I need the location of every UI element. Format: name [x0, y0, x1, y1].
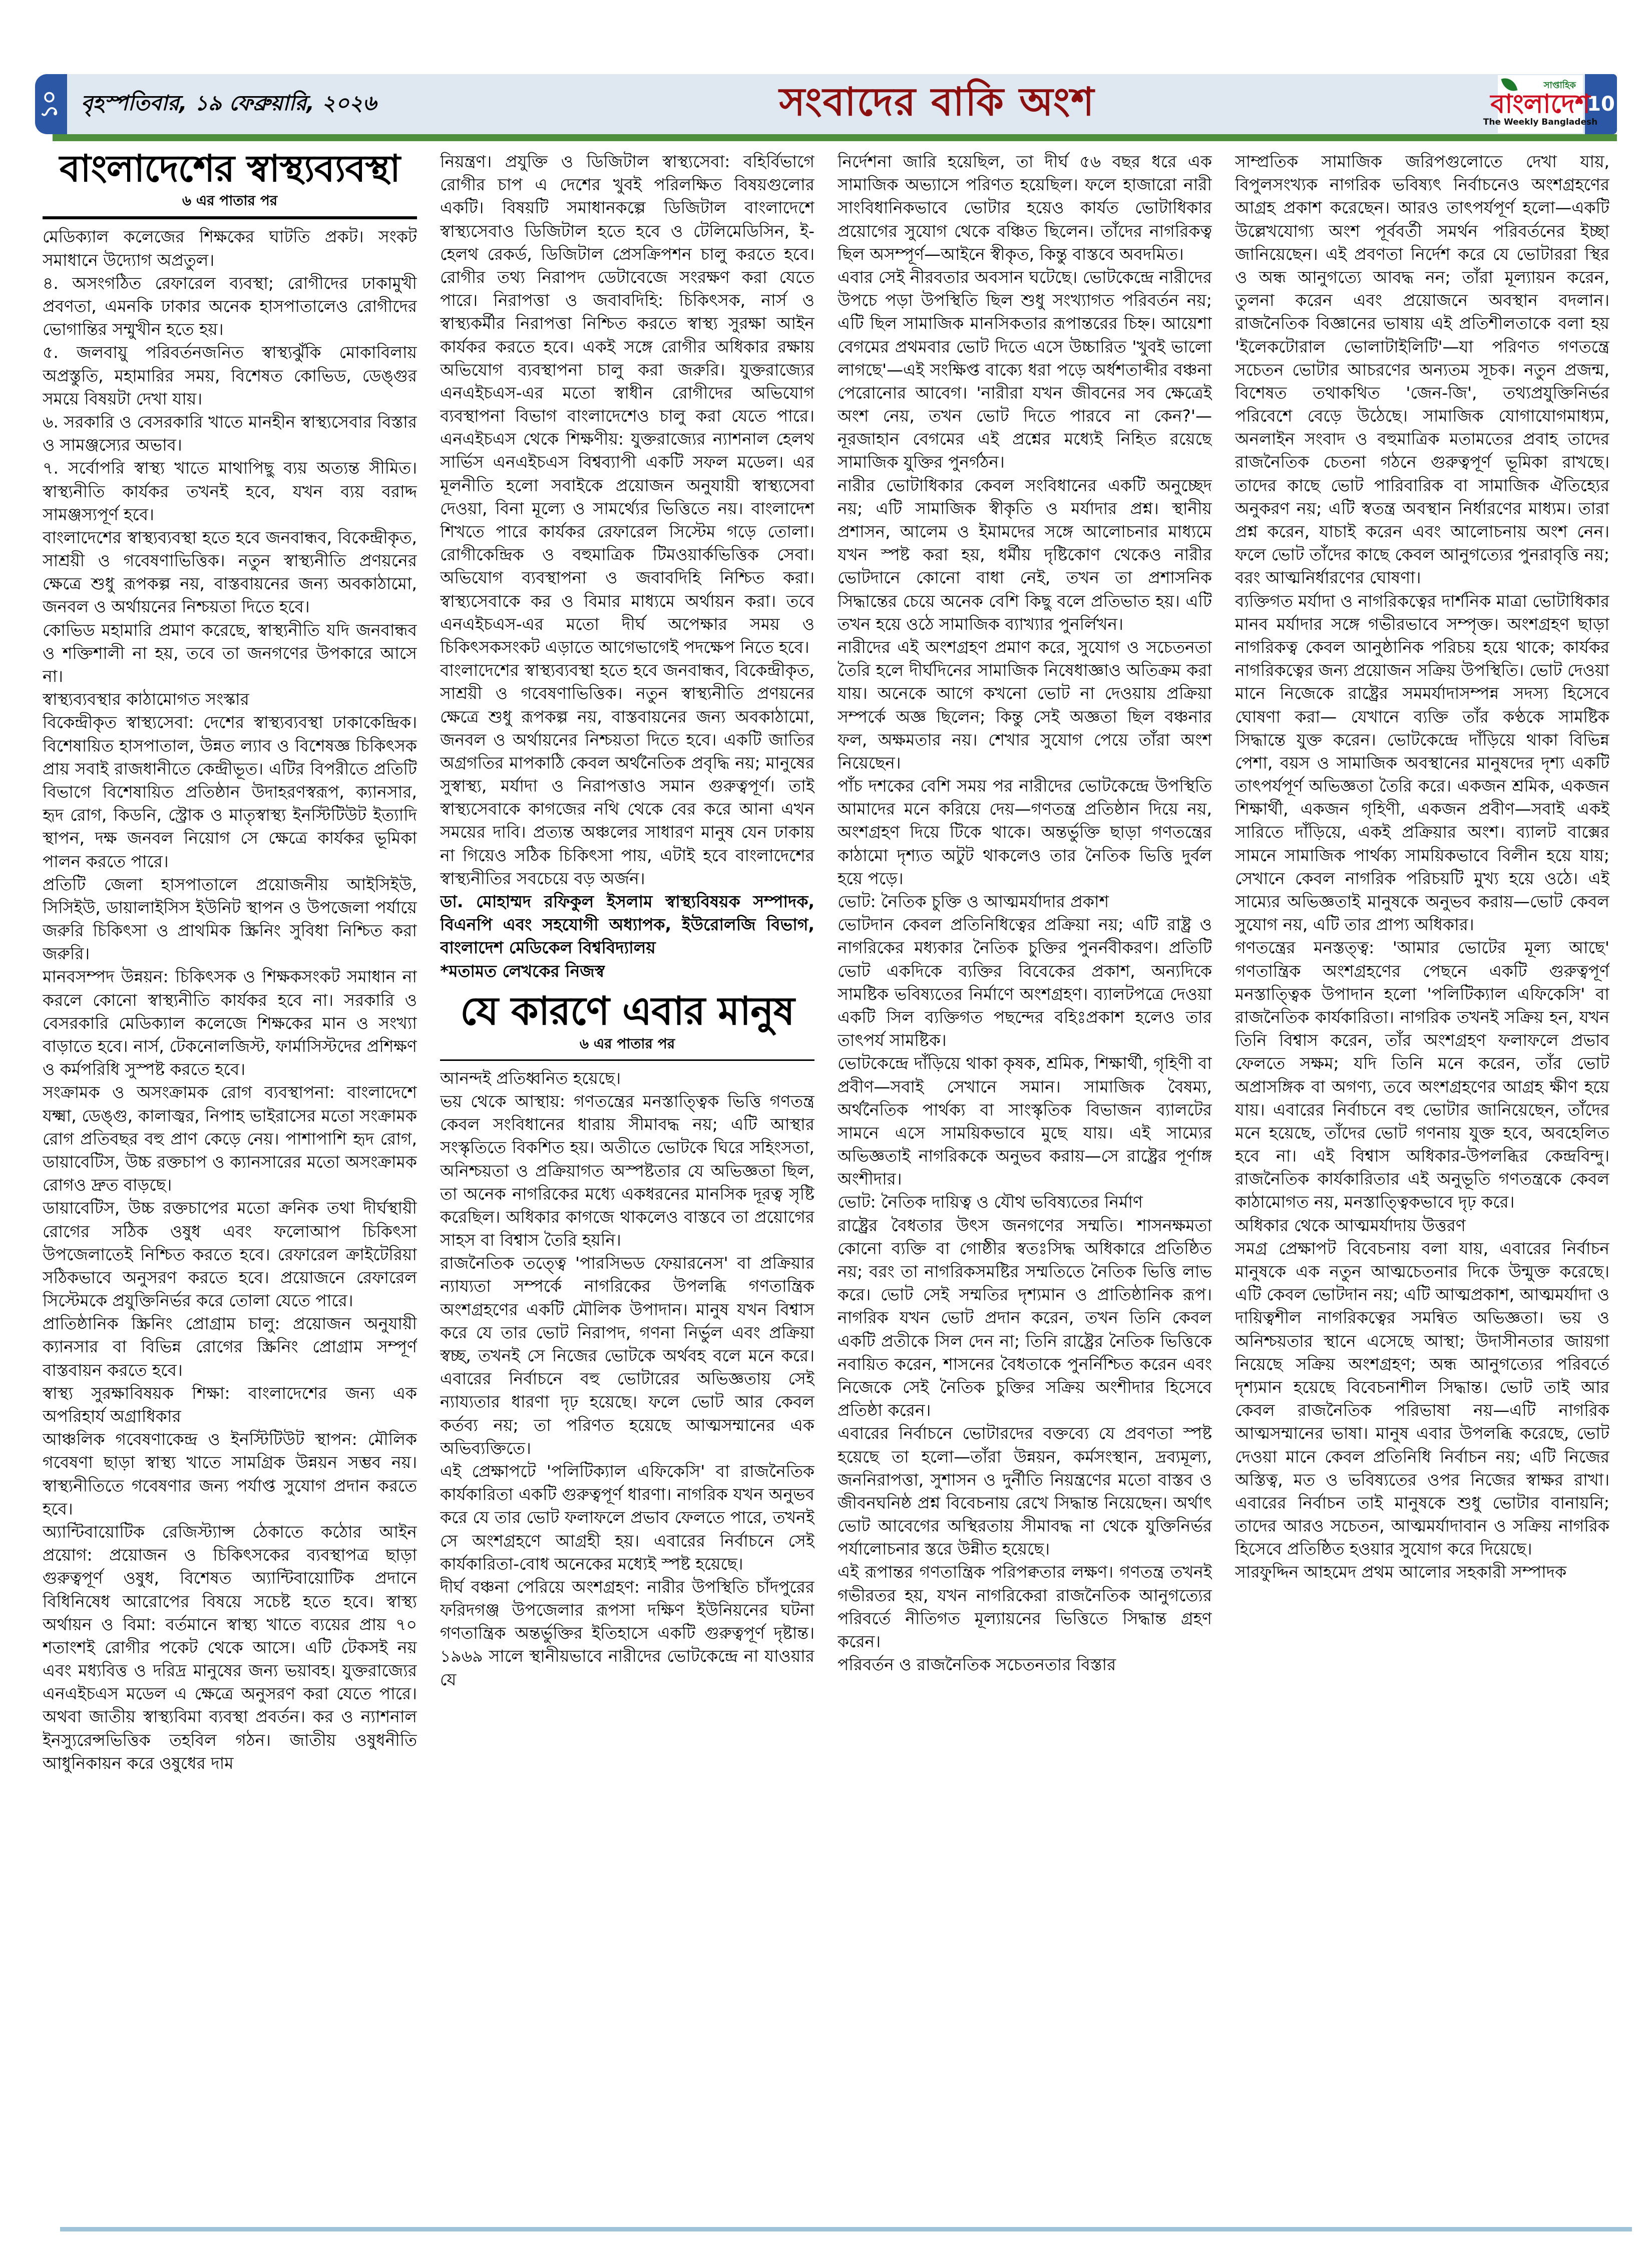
paragraph: ব্যক্তিগত মর্যাদা ও নাগরিকত্বের দার্শনিক মাত্রা ভোটাধিকার মানব মর্যাদার সঙ্গে গভীরভাবে সম্পৃক্ত। অংশগ্রহণ ছাড়া নাগরিকত্ব কেবল আনুষ্ঠানিক পরিচয় হয়ে থাকে; কার্যকর নাগরিকত্বের জন্য প্রয়োজন সক্রিয় উপস্থিতি। ভোট দেওয়া মানে নিজেকে রাষ্ট্রের সমমর্যাদাসম্পন্ন সদস্য হিসেবে ঘোষণা করা— যেখানে ব্যক্তি তাঁর কণ্ঠকে সামষ্টিক সিদ্ধান্তে যুক্ত করেন। ভোটকেন্দ্রে দাঁড়িয়ে থাকা বিভিন্ন পেশা, বয়স ও সামাজিক অবস্থানের মানুষদের দৃশ্য একটি তাৎপর্যপূর্ণ অভিজ্ঞতা তৈরি করে। একজন শ্রমিক, একজন শিক্ষার্থী, একজন গৃহিণী, একজন প্রবীণ—সবাই একই সারিতে দাঁড়িয়ে, একই প্রক্রিয়ার অংশ। ব্যালট বাক্সের সামনে সামাজিক পার্থক্য সাময়িকভাবে বিলীন হয়ে যায়; সেখানে কেবল নাগরিক পরিচয়টি মুখ্য হয়ে ওঠে। এই সাম্যের অভিজ্ঞতাই মানুষকে অনুভব করায়—ভোট কেবল সুযোগ নয়, এটি তার প্রাপ্য অধিকার। — [1235, 591, 1609, 935]
paragraph: ভোট: নৈতিক চুক্তি ও আত্মমর্যাদার প্রকাশ — [838, 892, 1109, 911]
paragraph: গণতন্ত্রের মনস্তত্ত্ব: 'আমার ভোটের মূল্য আছে' গণতান্ত্রিক অংশগ্রহণের পেছনে একটি গুরুত্বপূর্ণ মনস্তাত্ত্বিক উপাদান হলো 'পলিটিক্যাল এফিকেসি' বা রাজনৈতিক কার্যকারিতা। নাগরিক তখনই সক্রিয় হন, যখন তিনি বিশ্বাস করেন, তাঁর অংশগ্রহণ ফলাফলে প্রভাব ফেলতে সক্ষম; যদি তিনি মনে করেন, তাঁর ভোট অপ্রাসঙ্গিক বা অগণ্য, তবে অংশগ্রহণের আগ্রহ ক্ষীণ হয়ে যায়। এবারের নির্বাচনে বহু ভোটার জানিয়েছেন, তাঁদের মনে হয়েছে, তাঁদের ভোট গণনায় যুক্ত হবে, অবহেলিত হবে না। এই বিশ্বাস অধিকার-উপলব্ধির কেন্দ্রবিন্দু। রাজনৈতিক কার্যকারিতার এই অনুভূতি গণতন্ত্রকে কেবল কাঠামোগত নয়, মনস্তাত্ত্বিকভাবে দৃঢ় করে। — [1235, 938, 1609, 1212]
paragraph: দীর্ঘ বঞ্চনা পেরিয়ে অংশগ্রহণ: নারীর উপস্থিতি চাঁদপুরের ফরিদগঞ্জ উপজেলার রূপসা দক্ষিণ ইউনিয়নের ঘটনা গণতান্ত্রিক অন্তর্ভুক্তির ইতিহাসে একটি গুরুত্বপূর্ণ দৃষ্টান্ত। ১৯৬৯ সালে স্থানীয়ভাবে নারীদের ভোটকেন্দ্রে না যাওয়ার যে — [440, 1577, 814, 1689]
section-title: সংবাদের বাকি অংশ — [779, 80, 1095, 125]
page-number-bengali: ১০ — [37, 90, 63, 119]
paragraph: ভোটকেন্দ্রে দাঁড়িয়ে থাকা কৃষক, শ্রমিক, শিক্ষার্থী, গৃহিণী বা প্রবীণ—সবাই সেখানে সমান। সামাজিক বৈষম্য, অর্থনৈতিক পার্থক্য বা সাংস্কৃতিক বিভাজন ব্যালটের সামনে এসে সাময়িকভাবে মুছে যায়। এই সাম্যের অভিজ্ঞতাই নাগরিককে অনুভব করায়—সে রাষ্ট্রের পূর্ণাঙ্গ অংশীদার। — [838, 1053, 1212, 1189]
article2-headline: যে কারণে এবার মানুষ — [460, 988, 794, 1034]
paragraph: রাজনৈতিক তত্ত্বে 'পারসিভড ফেয়ারনেস' বা প্রক্রিয়ার ন্যায্যতা সম্পর্কে নাগরিকের উপলব্ধি গণতান্ত্রিক অংশগ্রহণের একটি মৌলিক উপাদান। মানুষ যখন বিশ্বাস করে যে তার ভোট নিরাপদ, গণনা নির্ভুল এবং প্রক্রিয়া স্বচ্ছ, তখনই সে নিজের ভোটকে অর্থবহ বলে মনে করে। এবারের নির্বাচনে বহু ভোটারের অভিজ্ঞতায় সেই ন্যায্যতার ধারণা দৃঢ় হয়েছে। ফলে ভোট আর কেবল কর্তব্য নয়; তা পরিণত হয়েছে আত্মসম্মানের এক অভিব্যক্তিতে। — [440, 1253, 814, 1458]
article1-continued-note: ৬ এর পাতার পর — [182, 192, 278, 209]
paragraph: অধিকার থেকে আত্মমর্যাদায় উত্তরণ — [1235, 1215, 1466, 1235]
paragraph: ভয় থেকে আস্থায়: গণতন্ত্রের মনস্তাত্ত্বিক ভিত্তি গণতন্ত্র কেবল সংবিধানের ধারায় সীমাবদ্ধ নয়; এটি আস্থার সংস্কৃতিতে বিকশিত হয়। অতীতে ভোটকে ঘিরে সহিংসতা, অনিশ্চয়তা ও প্রক্রিয়াগত অস্পষ্টতার যে অভিজ্ঞতা ছিল, তা অনেক নাগরিকের মধ্যে একধরনের মানসিক দূরত্ব সৃষ্টি করেছিল। অধিকার কাগজে থাকলেও বাস্তবে তা প্রয়োগের সাহস বা বিশ্বাস তৈরি হয়নি। — [440, 1091, 814, 1250]
masthead — [35, 74, 1617, 134]
column-1 — [43, 150, 417, 2223]
paragraph: মানবসম্পদ উন্নয়ন: চিকিৎসক ও শিক্ষকসংকট সমাধান না করলে কোনো স্বাস্থ্যনীতি কার্যকর হবে না। সরকারি ও বেসরকারি মেডিক্যাল কলেজে শিক্ষকের মান ও সংখ্যা বাড়াতে হবে। নার্স, টেকনোলজিস্ট, ফার্মাসিস্টদের প্রশিক্ষণ ও কর্মপরিধি সুস্পষ্ট করতে হবে। — [43, 967, 417, 1079]
article-columns — [43, 150, 1609, 2223]
article1-column2-text — [440, 150, 814, 890]
column-2 — [440, 150, 814, 2223]
article2-headline-rule — [440, 1059, 814, 1061]
paragraph: এই রূপান্তর গণতান্ত্রিক পরিপক্বতার লক্ষণ। গণতন্ত্র তখনই গভীরতর হয়, যখন নাগরিকেরা রাজনৈতিক আনুগত্যের পরিবর্তে নীতিগত মূল্যায়নের ভিত্তিতে সিদ্ধান্ত গ্রহণ করেন। — [838, 1562, 1212, 1651]
paragraph: সারফুদ্দিন আহমেদ প্রথম আলোর সহকারী সম্পাদক — [1235, 1562, 1567, 1582]
logo-tagline: সাপ্তাহিক — [1543, 80, 1576, 91]
paragraph: কোভিড মহামারি প্রমাণ করেছে, স্বাস্থ্যনীতি যদি জনবান্ধব ও শক্তিশালী না হয়, তবে তা জনগণের উপকারে আসে না। — [43, 620, 417, 686]
article1-author-credit: ডা. মোহাম্মদ রফিকুল ইসলাম স্বাস্থ্যবিষয়ক সম্পাদক, বিএনপি এবং সহযোগী অধ্যাপক, ইউরোলজি বিভাগ, বাংলাদেশ মেডিকেল বিশ্ববিদ্যালয় — [440, 892, 814, 958]
paragraph: ভোটদান কেবল প্রতিনিধিত্বের প্রক্রিয়া নয়; এটি রাষ্ট্র ও নাগরিকের মধ্যকার নৈতিক চুক্তির পুনর্নবীকরণ। প্রতিটি ভোট একদিকে ব্যক্তির বিবেকের প্রকাশ, অন্যদিকে সামষ্টিক ভবিষ্যতের নির্মাণে অংশগ্রহণ। ব্যালটপত্রে দেওয়া একটি সিল ব্যক্তিগত পছন্দের বহিঃপ্রকাশ হলেও তার তাৎপর্য সামষ্টিক। — [838, 915, 1212, 1050]
article1-column1-text — [43, 225, 417, 1775]
paragraph: মেডিক্যাল কলেজের শিক্ষকের ঘাটতি প্রকট। সংকট সমাধানে উদ্যোগ অপ্রতুল। — [43, 227, 417, 270]
paragraph: নারীর ভোটাধিকার কেবল সংবিধানের একটি অনুচ্ছেদ নয়; এটি সামাজিক স্বীকৃতি ও মর্যাদার প্রশ্ন। স্থানীয় প্রশাসন, আলেম ও ইমামদের সঙ্গে আলোচনার মাধ্যমে যখন স্পষ্ট করা হয়, ধর্মীয় দৃষ্টিকোণ থেকেও নারীর ভোটদানে কোনো বাধা নেই, তখন তা প্রশাসনিক সিদ্ধান্তের চেয়ে অনেক বেশি কিছু বলে প্রতিভাত হয়। এটি তখন হয়ে ওঠে সামাজিক ব্যাখ্যার পুনর্লিখন। — [838, 475, 1212, 634]
paragraph: সংক্রামক ও অসংক্রামক রোগ ব্যবস্থাপনা: বাংলাদেশে যক্ষ্মা, ডেঙ্গু, কালাজ্বর, নিপাহ ভাইরাসের মতো সংক্রামক রোগ প্রতিবছর বহু প্রাণ কেড়ে নেয়। পাশাপাশি হৃদ রোগ, ডায়াবেটিস, উচ্চ রক্তচাপ ও ক্যানসারের মতো অসংক্রামক রোগও দ্রুত বাড়ছে। — [43, 1082, 417, 1195]
paragraph: নারীদের এই অংশগ্রহণ প্রমাণ করে, সুযোগ ও সচেতনতা তৈরি হলে দীর্ঘদিনের সামাজিক নিষেধাজ্ঞাও অতিক্রম করা যায়। অনেকে আগে কখনো ভোট না দেওয়ায় প্রক্রিয়া সম্পর্কে অজ্ঞ ছিলেন; কিন্তু সেই অজ্ঞতা ছিল বঞ্চনার ফল, অক্ষমতার নয়। শেখার সুযোগ পেয়ে তাঁরা অংশ নিয়েছেন। — [838, 637, 1212, 773]
paragraph: আঞ্চলিক গবেষণাকেন্দ্র ও ইনস্টিটিউট স্থাপন: মৌলিক গবেষণা ছাড়া স্বাস্থ্য খাতে সামগ্রিক উন্নয়ন সম্ভব নয়। স্বাস্থ্যনীতিতে গবেষণার জন্য পর্যাপ্ত সুযোগ প্রদান করতে হবে। — [43, 1429, 417, 1519]
paragraph: বাংলাদেশের স্বাস্থ্যব্যবস্থা হতে হবে জনবান্ধব, বিকেন্দ্রীকৃত, সাশ্রয়ী ও গবেষণাভিত্তিক। নতুন স্বাস্থ্যনীতি প্রণয়নের ক্ষেত্রে শুধু রূপকল্প নয়, বাস্তবায়নের জন্য অবকাঠামো, জনবল ও অর্থায়নের নিশ্চয়তা দিতে হবে। — [43, 527, 417, 617]
paragraph: স্বাস্থ্য সুরক্ষাবিষয়ক শিক্ষা: বাংলাদেশের জন্য এক অপরিহার্য অগ্রাধিকার — [43, 1383, 417, 1426]
header-divider-bar — [53, 134, 1617, 141]
column-3 — [838, 150, 1212, 2223]
page-number-english: 10 — [1587, 93, 1615, 116]
column-4 — [1235, 150, 1609, 2223]
page-number-left-tab — [35, 74, 67, 134]
paragraph: আনন্দই প্রতিধ্বনিত হয়েছে। — [440, 1068, 621, 1088]
paragraph: ৬. সরকারি ও বেসরকারি খাতে মানহীন স্বাস্থ্যসেবার বিস্তার ও সামঞ্জস্যের অভাব। — [43, 412, 417, 455]
paragraph: ৪. অসংগঠিত রেফারেল ব্যবস্থা; রোগীদের ঢাকামুখী প্রবণতা, এমনকি ঢাকার অনেক হাসপাতালেও রোগীদের ভোগান্তির সম্মুখীন হতে হয়। — [43, 273, 417, 339]
paragraph: নির্দেশনা জারি হয়েছিল, তা দীর্ঘ ৫৬ বছর ধরে এক সামাজিক অভ্যাসে পরিণত হয়েছিল। ফলে হাজারো নারী সাংবিধানিকভাবে ভোটার হয়েও কার্যত ভোটাধিকার প্রয়োগের সুযোগ থেকে বঞ্চিত ছিলেন। তাঁদের নাগরিকত্ব ছিল অসম্পূর্ণ—আইনে স্বীকৃত, কিন্তু বাস্তবে অবদমিত। — [838, 152, 1212, 264]
article1-disclaimer: *মতামত লেখকের নিজস্ব — [440, 961, 605, 981]
article2-continued-note: ৬ এর পাতার পর — [579, 1035, 675, 1052]
newspaper-logo — [1483, 75, 1598, 133]
article1-headline-rule — [43, 216, 417, 219]
paragraph: সমগ্র প্রেক্ষাপট বিবেচনায় বলা যায়, এবারের নির্বাচন মানুষকে এক নতুন আত্মচেতনার দিকে উন্মুক্ত করেছে। এটি কেবল ভোটদান নয়; এটি আত্মপ্রকাশ, আত্মমর্যাদা ও দায়িত্বশীল নাগরিকত্বের সমন্বিত অভিজ্ঞতা। ভয় ও অনিশ্চয়তার স্থানে এসেছে আস্থা; উদাসীনতার জায়গা নিয়েছে সক্রিয় অংশগ্রহণ; অন্ধ আনুগত্যের পরিবর্তে দৃশ্যমান হয়েছে বিবেচনাশীল সিদ্ধান্ত। ভোট তাই আর কেবল রাজনৈতিক পরিভাষা নয়—এটি নাগরিক আত্মসম্মানের ভাষা। মানুষ এবার উপলব্ধি করেছে, ভোট দেওয়া মানে কেবল প্রতিনিধি নির্বাচন নয়; এটি নিজের অস্তিত্ব, মত ও ভবিষ্যতের ওপর নিজের স্বাক্ষর রাখা। এবারের নির্বাচন তাই মানুষকে শুধু ভোটার বানায়নি; তাদের আরও সচেতন, আত্মমর্যাদাবান ও সক্রিয় নাগরিক হিসেবে প্রতিষ্ঠিত হওয়ার সুযোগ করে দিয়েছে। — [1235, 1238, 1609, 1559]
article2-column4-text — [1235, 150, 1609, 1584]
logo-name: বাংলাদেশ — [1490, 89, 1590, 120]
paragraph: অ্যান্টিবায়োটিক রেজিস্ট্যান্স ঠেকাতে কঠোর আইন প্রয়োগ: প্রয়োজন ও চিকিৎসকের ব্যবস্থাপত্র ছাড়া গুরুত্বপূর্ণ ওষুধ, বিশেষত অ্যান্টিবায়োটিক প্রদানে বিধিনিষেধ আরোপের বিষয়ে সচেষ্ট হতে হবে। স্বাস্থ্য অর্থায়ন ও বিমা: বর্তমানে স্বাস্থ্য খাতে ব্যয়ের প্রায় ৭০ শতাংশই রোগীর পকেট থেকে আসে। এটি টেকসই নয় এবং মধ্যবিত্ত ও দরিদ্র মানুষের জন্য ভয়াবহ। যুক্তরাজ্যের এনএইচএস মডেল এ ক্ষেত্রে অনুসরণ করা যেতে পারে। অথবা জাতীয় স্বাস্থ্যবিমা ব্যবস্থা প্রবর্তন। কর ও ন্যাশনাল ইনস্যুরেন্সভিত্তিক তহবিল গঠন। জাতীয় ওষুধনীতি আধুনিকায়ন করে ওষুধের দাম — [43, 1522, 417, 1773]
paragraph: রাষ্ট্রের বৈধতার উৎস জনগণের সম্মতি। শাসনক্ষমতা কোনো ব্যক্তি বা গোষ্ঠীর স্বতঃসিদ্ধ অধিকারে প্রতিষ্ঠিত নয়; বরং তা নাগরিকসমষ্টির সম্মতিতে নৈতিক ভিত্তি লাভ করে। ভোট সেই সম্মতির দৃশ্যমান ও প্রাতিষ্ঠানিক রূপ। নাগরিক যখন ভোট প্রদান করেন, তখন তিনি কেবল একটি প্রতীকে সিল দেন না; তিনি রাষ্ট্রের নৈতিক ভিত্তিকে নবায়িত করেন, শাসনের বৈধতাকে পুনর্নিশ্চিত করেন এবং নিজেকে সেই নৈতিক চুক্তির সক্রিয় অংশীদার হিসেবে প্রতিষ্ঠা করেন। — [838, 1215, 1212, 1420]
paragraph: পরিবর্তন ও রাজনৈতিক সচেতনতার বিস্তার — [838, 1655, 1116, 1675]
paragraph: ৫. জলবায়ু পরিবর্তনজনিত স্বাস্থ্যঝুঁকি মোকাবিলায় অপ্রস্তুতি, মহামারির সময়, বিশেষত কোভিড, ডেঙ্গুর সময়ে বিষয়টা দেখা যায়। — [43, 342, 417, 409]
paragraph: প্রাতিষ্ঠানিক স্ক্রিনিং প্রোগ্রাম চালু: প্রয়োজন অনুযায়ী ক্যানসার বা বিভিন্ন রোগের স্ক্রিনিং প্রোগ্রাম সম্পূর্ণ বাস্তবায়ন করতে হবে। — [43, 1314, 417, 1380]
issue-date: বৃহস্পতিবার, ১৯ ফেব্রুয়ারি, ২০২৬ — [81, 90, 376, 115]
paragraph: এবারের নির্বাচনে ভোটারদের বক্তব্যে যে প্রবণতা স্পষ্ট হয়েছে তা হলো—তাঁরা উন্নয়ন, কর্মসংস্থান, দ্রব্যমূল্য, জননিরাপত্তা, সুশাসন ও দুর্নীতি নিয়ন্ত্রণের মতো বাস্তব ও জীবনঘনিষ্ঠ প্রশ্ন বিবেচনায় রেখে সিদ্ধান্ত নিয়েছেন। অর্থাৎ ভোট আবেগের অস্থিরতায় সীমাবদ্ধ না থেকে যুক্তিনির্ভর পর্যালোচনার স্তরে উন্নীত হয়েছে। — [838, 1423, 1212, 1559]
article2-column2-text — [440, 1067, 814, 1691]
paragraph: প্রতিটি জেলা হাসপাতালে প্রয়োজনীয় আইসিইউ, সিসিইউ, ডায়ালাইসিস ইউনিট স্থাপন ও উপজেলা পর্যায়ে জরুরি চিকিৎসা ও প্রাথমিক স্ক্রিনিং সুবিধা নিশ্চিত করা জরুরি। — [43, 874, 417, 964]
bottom-border-rule — [60, 2227, 1632, 2231]
paragraph: ডায়াবেটিস, উচ্চ রক্তচাপের মতো ক্রনিক তথা দীর্ঘস্থায়ী রোগের সঠিক ওষুধ এবং ফলোআপ চিকিৎসা উপজেলাতেই নিশ্চিত করতে হবে। রেফারেল ক্রাইটেরিয়া সঠিকভাবে অনুসরণ করতে হবে। প্রয়োজনে রেফারেল সিস্টেমকে প্রযুক্তিনির্ভর করে তোলা যেতে পারে। — [43, 1198, 417, 1311]
paragraph: স্বাস্থ্যব্যবস্থার কাঠামোগত সংস্কার — [43, 689, 249, 709]
logo-subtitle: The Weekly Bangladesh — [1483, 117, 1598, 127]
paragraph: নিয়ন্ত্রণ। প্রযুক্তি ও ডিজিটাল স্বাস্থ্যসেবা: বহির্বিভাগে রোগীর চাপ এ দেশের খুবই পরিলক্ষিত বিষয়গুলোর একটি। বিষয়টি সমাধানকল্পে ডিজিটাল বাংলাদেশে স্বাস্থ্যসেবাও ডিজিটাল হতে হবে ও টেলিমেডিসিন, ই-হেলথ রেকর্ড, ডিজিটাল প্রেসক্রিপশন চালু করতে হবে। রোগীর তথ্য নিরাপদ ডেটাবেজে সংরক্ষণ করা যেতে পারে। নিরাপত্তা ও জবাবদিহি: চিকিৎসক, নার্স ও স্বাস্থ্যকর্মীর নিরাপত্তা নিশ্চিত করতে স্বাস্থ্য সুরক্ষা আইন কার্যকর করতে হবে। একই সঙ্গে রোগীর অধিকার রক্ষায় অভিযোগ ব্যবস্থাপনা চালু করা জরুরি। যুক্তরাজ্যের এনএইচএস-এর মতো স্বাধীন রোগীদের অভিযোগ ব্যবস্থাপনা বিভাগ বাংলাদেশেও চালু করা যেতে পারে। এনএইচএস থেকে শিক্ষণীয়: যুক্তরাজ্যের ন্যাশনাল হেলথ সার্ভিস এনএইচএস বিশ্বব্যাপী একটি সফল মডেল। এর মূলনীতি হলো সবাইকে প্রয়োজন অনুযায়ী স্বাস্থ্যসেবা দেওয়া, বিনা মূল্যে ও সামর্থ্যের ভিত্তিতে নয়। বাংলাদেশ শিখতে পারে কার্যকর রেফারেল সিস্টেম গড়ে তোলা। রোগীকেন্দ্রিক ও বহুমাত্রিক টিমওয়ার্কভিত্তিক সেবা। অভিযোগ ব্যবস্থাপনা ও জবাবদিহি নিশ্চিত করা। স্বাস্থ্যসেবাকে কর ও বিমার মাধ্যমে অর্থায়ন করা। তবে এনএইচএস-এর মতো দীর্ঘ অপেক্ষার সময় ও চিকিৎসকসংকট এড়াতে আগেভাগেই পদক্ষেপ নিতে হবে। — [440, 152, 814, 657]
paragraph: সাম্প্রতিক সামাজিক জরিপগুলোতে দেখা যায়, বিপুলসংখ্যক নাগরিক ভবিষ্যৎ নির্বাচনেও অংশগ্রহণের আগ্রহ প্রকাশ করেছেন। আরও তাৎপর্যপূর্ণ হলো—একটি উল্লেখযোগ্য অংশ পূর্ববর্তী সমর্থন পরিবর্তনের ইচ্ছা জানিয়েছেন। এই প্রবণতা নির্দেশ করে যে ভোটাররা স্থির ও অন্ধ আনুগত্যে আবদ্ধ নন; তাঁরা মূল্যায়ন করেন, তুলনা করেন এবং প্রয়োজনে অবস্থান বদলান। রাজনৈতিক বিজ্ঞানের ভাষায় এই প্রতিশীলতাকে বলা হয় 'ইলেকটোরাল ভোলাটাইলিটি'—যা পরিণত গণতন্ত্রে সচেতন ভোটার আচরণের অন্যতম সূচক। নতুন প্রজন্ম, বিশেষত তথাকথিত 'জেন-জি', তথ্যপ্রযুক্তিনির্ভর পরিবেশে বেড়ে উঠেছে। সামাজিক যোগাযোগমাধ্যম, অনলাইন সংবাদ ও বহুমাত্রিক মতামতের প্রবাহ তাদের রাজনৈতিক চেতনা গঠনে গুরুত্বপূর্ণ ভূমিকা রাখছে। তাদের কাছে ভোট পারিবারিক বা সামাজিক ঐতিহ্যের অনুকরণ নয়; এটি স্বতন্ত্র অবস্থান নির্ধারণের মাধ্যম। তারা প্রশ্ন করেন, যাচাই করেন এবং আলোচনায় অংশ নেন। ফলে ভোট তাঁদের কাছে কেবল আনুগত্যের পুনরাবৃত্তি নয়; বরং আত্মনির্ধারণের ঘোষণা। — [1235, 152, 1609, 588]
article2-column3-text — [838, 150, 1212, 1676]
paragraph: এই প্রেক্ষাপটে 'পলিটিক্যাল এফিকেসি' বা রাজনৈতিক কার্যকারিতা একটি গুরুত্বপূর্ণ ধারণা। নাগরিক যখন অনুভব করে যে তার ভোট ফলাফলে প্রভাব ফেলতে পারে, তখনই সে অংশগ্রহণে আগ্রহী হয়। এবারের নির্বাচনে সেই কার্যকারিতা-বোধ অনেকের মধ্যেই স্পষ্ট হয়েছে। — [440, 1461, 814, 1574]
paragraph: ভোট: নৈতিক দায়িত্ব ও যৌথ ভবিষ্যতের নির্মাণ — [838, 1192, 1143, 1212]
paragraph: বাংলাদেশের স্বাস্থ্যব্যবস্থা হতে হবে জনবান্ধব, বিকেন্দ্রীকৃত, সাশ্রয়ী ও গবেষণাভিত্তিক। নতুন স্বাস্থ্যনীতি প্রণয়নের ক্ষেত্রে শুধু রূপকল্প নয়, বাস্তবায়নের জন্য অবকাঠামো, জনবল ও অর্থায়নের নিশ্চয়তা দিতে হবে। একটি জাতির অগ্রগতির মাপকাঠি কেবল অর্থনৈতিক প্রবৃদ্ধি নয়; মানুষের সুস্বাস্থ্য, মর্যাদা ও নিরাপত্তাও সমান গুরুত্বপূর্ণ। তাই স্বাস্থ্যসেবাকে কাগজের নথি থেকে বের করে আনা এখন সময়ের দাবি। প্রত্যন্ত অঞ্চলের সাধারণ মানুষ যেন ঢাকায় না গিয়েও সঠিক চিকিৎসা পায়, এটাই হবে বাংলাদেশের স্বাস্থ্যনীতির সবচেয়ে বড় অর্জন। — [440, 660, 814, 888]
paragraph: এবার সেই নীরবতার অবসান ঘটেছে। ভোটকেন্দ্রে নারীদের উপচে পড়া উপস্থিতি ছিল শুধু সংখ্যাগত পরিবর্তন নয়; এটি ছিল সামাজিক মানসিকতার রূপান্তরের চিহ্ন। আয়েশা বেগমের প্রথমবার ভোট দিতে এসে উচ্চারিত 'খুবই ভালো লাগছে'—এই সংক্ষিপ্ত বাক্যে ধরা পড়ে অর্ধশতাব্দীর বঞ্চনা পেরোনোর আবেগ। 'নারীরা যখন জীবনের সব ক্ষেত্রেই অংশ নেয়, তখন ভোট দিতে পারবে না কেন?'— নূরজাহান বেগমের এই প্রশ্নের মধ্যেই নিহিত রয়েছে সামাজিক যুক্তির পুনর্গঠন। — [838, 267, 1212, 472]
paragraph: ৭. সর্বোপরি স্বাস্থ্য খাতে মাথাপিছু ব্যয় অত্যন্ত সীমিত। স্বাস্থ্যনীতি কার্যকর তখনই হবে, যখন ব্যয় বরাদ্দ সামঞ্জস্যপূর্ণ হবে। — [43, 458, 417, 524]
paragraph: বিকেন্দ্রীকৃত স্বাস্থ্যসেবা: দেশের স্বাস্থ্যব্যবস্থা ঢাকাকেন্দ্রিক। বিশেষায়িত হাসপাতাল, উন্নত ল্যাব ও বিশেষজ্ঞ চিকিৎসক প্রায় সবাই রাজধানীতে কেন্দ্রীভূত। এটির বিপরীতে প্রতিটি বিভাগে বিশেষায়িত প্রতিষ্ঠান উদাহরণস্বরূপ, ক্যানসার, হৃদ রোগ, কিডনি, স্ট্রোক ও মাতৃস্বাস্থ্য ইনস্টিটিউট ইত্যাদি স্থাপন, দক্ষ জনবল নিয়োগ সে ক্ষেত্রে কার্যকর ভূমিকা পালন করতে পারে। — [43, 712, 417, 871]
article1-headline: বাংলাদেশের স্বাস্থ্যব্যবস্থা — [60, 150, 400, 190]
paragraph: পাঁচ দশকের বেশি সময় পর নারীদের ভোটকেন্দ্রে উপস্থিতি আমাদের মনে করিয়ে দেয়—গণতন্ত্র প্রতিষ্ঠান দিয়ে নয়, অংশগ্রহণ দিয়ে টিকে থাকে। অন্তর্ভুক্তি ছাড়া গণতন্ত্রের কাঠামো দৃশ্যত অটুট থাকলেও তার নৈতিক ভিত্তি দুর্বল হয়ে পড়ে। — [838, 776, 1212, 888]
